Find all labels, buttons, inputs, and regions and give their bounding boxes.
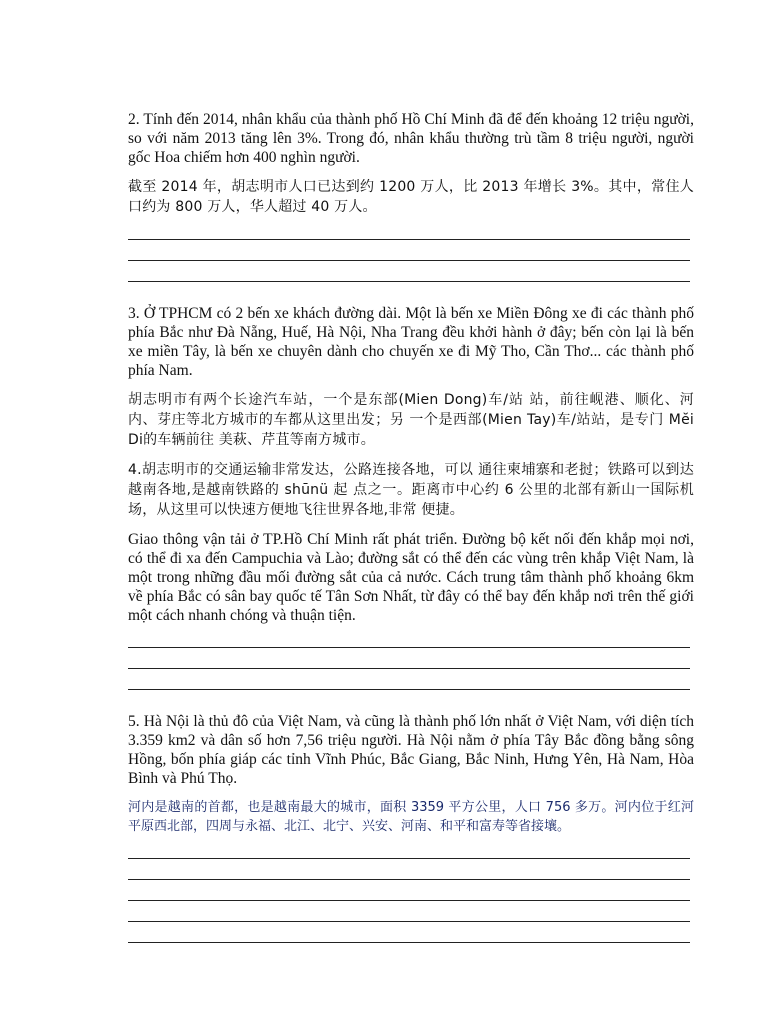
question-2 [128,110,694,282]
q5-chinese-text: 河内是越南的首都，也是越南最大的城市，面积 3359 平方公里，人口 756 多万。河内位于红河平原西北部，四周与永福、北江、北宁、兴安、河南、和平和富寿等省接壤。 [128,800,694,834]
q4-vietnamese-text: Giao thông vận tải ở TP.Hồ Chí Minh rất phát triển. Đường bộ kết nối đến khắp mọi nơi, có thể đi xa đến Campuchia và Lào; đường sắt có thể đến các vùng trên khắp Việt Nam, là một trong những đầu mối đường sắt của cả nước. Cách trung tâm thành phố khoảng 6km về phía Bắc có sân bay quốc tế Tân Sơn Nhất, từ đây có thể bay đến khắp nơi trên thế giới một cách nhanh chóng và thuận tiện. [128,531,694,624]
answer-line[interactable] [128,900,690,901]
q3-vietnamese-text: 3. Ở TPHCM có 2 bến xe khách đường dài. Một là bến xe Miền Đông xe đi các thành phố phía Bắc như Đà Nẵng, Huế, Hà Nội, Nha Trang đều khởi hành ở đây; bến còn lại là bến xe miền Tây, là bến xe chuyên dành cho chuyến xe đi Mỹ Tho, Cần Thơ... các thành phố phía Nam. [128,305,694,379]
answer-line[interactable] [128,668,690,669]
question-4 [128,460,694,690]
q5-vietnamese-text: 5. Hà Nội là thủ đô của Việt Nam, và cũng là thành phố lớn nhất ở Việt Nam, với diện tích 3.359 km2 và dân số hơn 7,56 triệu người. Hà Nội nằm ở phía Tây Bắc đồng bằng sông Hồng, bốn phía giáp các tỉnh Vĩnh Phúc, Bắc Giang, Bắc Ninh, Hưng Yên, Hà Nam, Hòa Bình và Phú Thọ. [128,713,694,787]
q5-answer-lines [128,858,694,943]
q3-chinese-text: 胡志明市有两个长途汽车站，一个是东部(Mien Dong)车/站 站，前往岘港、顺化、河内、芽庄等北方城市的车都从这里出发；另 一个是西部(Mien Tay)车/站站，是专门 Mĕi Di的车辆前往 美萩、芹苴等南方城市。 [128,392,694,448]
q2-answer-lines [128,239,694,282]
answer-line[interactable] [128,879,690,880]
answer-line[interactable] [128,942,690,943]
q4-answer-lines [128,647,694,690]
question-5 [128,712,694,943]
q4-chinese-text: 4.胡志明市的交通运输非常发达，公路连接各地，可以 通往柬埔寨和老挝；铁路可以到达越南各地,是越南铁路的 shūnü 起 点之一。距离市中心约 6 公里的北部有新山一国际机场，从这里可以快速方便地飞往世界各地,非常 便捷。 [128,462,694,518]
answer-line[interactable] [128,260,690,261]
q2-chinese-text: 截至 2014 年，胡志明市人口已达到约 1200 万人，比 2013 年增长 3%。其中，常住人口约为 800 万人，华人超过 40 万人。 [128,179,694,215]
question-3 [128,304,694,450]
q2-vietnamese-text: 2. Tính đến 2014, nhân khẩu của thành phố Hồ Chí Minh đã để đến khoảng 12 triệu người, so với năm 2013 tăng lên 3%. Trong đó, nhân khẩu thường trù tầm 8 triệu người, người gốc Hoa chiếm hơn 400 nghìn người. [128,111,694,166]
answer-line[interactable] [128,239,690,240]
answer-line[interactable] [128,647,690,648]
document-page [128,110,694,943]
answer-line[interactable] [128,921,690,922]
answer-line[interactable] [128,858,690,859]
